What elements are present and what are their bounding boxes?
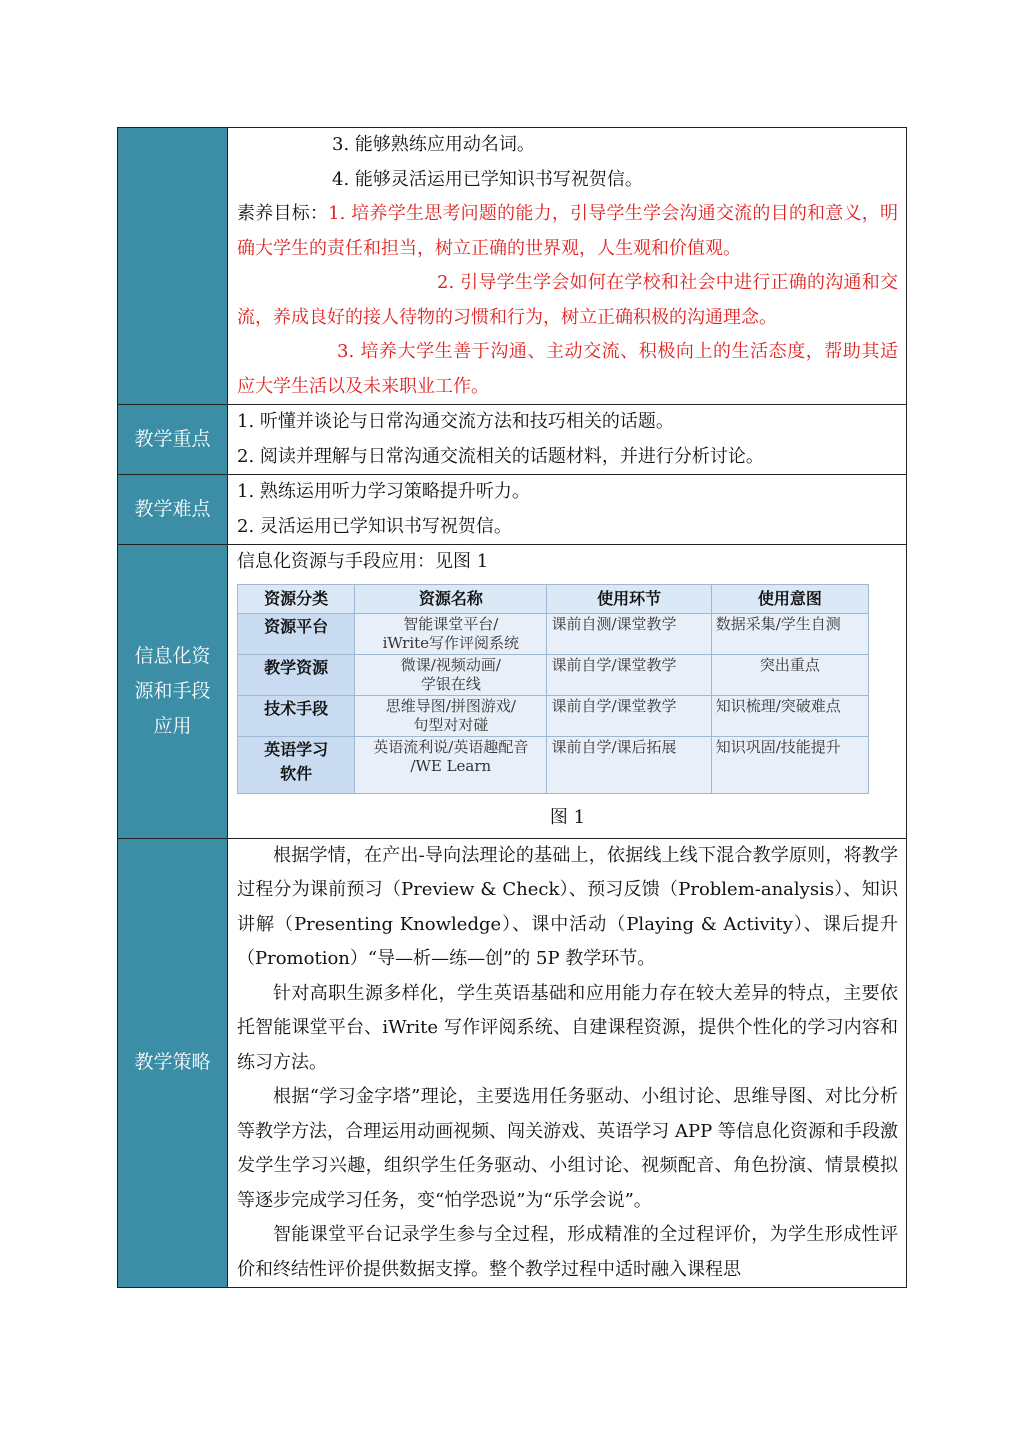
strategy-paragraph: 智能课堂平台记录学生参与全过程，形成精准的全过程评价，为学生形成性评价和终结性评价提供数据支撑。整个教学过程中适时融入课程思 xyxy=(237,1224,898,1280)
name-line: iWrite写作评阅系统 xyxy=(382,633,520,652)
resource-table-header xyxy=(238,584,869,613)
strategy-paragraph: 根据学情，在产出-导向法理论的基础上，依据线上线下混合教学原则，将教学过程分为课前预习（Preview & Check）、预习反馈（Problem-analysis）、知识讲解（Presenting Knowledge）、课中活动（Playing & Activity）、课后提升（Promotion）“导—析—练—创”的 5P 教学环节。 xyxy=(237,844,898,969)
key-point-item: 1. 听懂并谈论与日常沟通交流方法和技巧相关的话题。 xyxy=(237,411,674,432)
strategy-paragraph: 根据“学习金字塔”理论，主要选用任务驱动、小组讨论、思维导图、对比分析等教学方法，合理运用动画视频、闯关游戏、英语学习 APP 等信息化资源和手段激发学生学习兴趣，组织学生任务驱动、小组讨论、视频配音、角色扮演、情景模拟等逐步完成学习任务，变“怕学恐说”为“乐学会说”。 xyxy=(237,1086,898,1211)
literacy-goal-1 xyxy=(237,197,898,266)
row-stage: 课前自学/课后拓展 xyxy=(547,736,711,793)
row-purpose: 知识梳理/突破难点 xyxy=(711,695,868,736)
name-line: /WE Learn xyxy=(410,756,492,775)
goal-item: 4. 能够灵活运用已学知识书写祝贺信。 xyxy=(332,168,643,190)
key-point-item: 2. 阅读并理解与日常沟通交流相关的话题材料，并进行分析讨论。 xyxy=(237,445,764,467)
resources-label-line: 源和手段 xyxy=(134,679,211,702)
key-points-content xyxy=(228,405,906,474)
difficulty-item: 1. 熟练运用听力学习策略提升听力。 xyxy=(237,481,530,502)
literacy-prefix: 素养目标： xyxy=(237,203,329,224)
row-stage: 课前自学/课堂教学 xyxy=(547,654,711,695)
resources-intro: 信息化资源与手段应用：见图 1 xyxy=(237,551,489,572)
header-purpose: 使用意图 xyxy=(711,584,868,613)
name-line: 思维导图/拼图游戏/ xyxy=(385,696,516,715)
lesson-plan-table xyxy=(117,127,907,1288)
row-category: 技术手段 xyxy=(238,695,355,736)
name-line: 学银在线 xyxy=(420,674,481,693)
row-category: 资源平台 xyxy=(238,613,355,654)
name-line: 句型对对碰 xyxy=(413,715,489,734)
header-stage: 使用环节 xyxy=(547,584,711,613)
row-purpose: 突出重点 xyxy=(711,654,868,695)
difficulty-item: 2. 灵活运用已学知识书写祝贺信。 xyxy=(237,515,512,537)
literacy-goal-3 xyxy=(237,335,898,404)
category-line: 英语学习 xyxy=(264,739,329,759)
literacy-goal-2 xyxy=(237,266,898,335)
objectives-label-cell xyxy=(118,128,228,404)
row-names xyxy=(355,695,547,736)
name-line: 微课/视频动画/ xyxy=(400,655,501,674)
header-name: 资源名称 xyxy=(355,584,547,613)
goal-item: 3. 能够熟练应用动名词。 xyxy=(332,134,535,155)
resources-label-line: 信息化资 xyxy=(134,644,211,667)
literacy-item-1: 1. 培养学生思考问题的能力，引导学生学会沟通交流的目的和意义，明确大学生的责任和担当，树立正确的世界观，人生观和价值观。 xyxy=(237,203,898,259)
difficulties-row xyxy=(118,474,906,544)
name-line: 智能课堂平台/ xyxy=(403,614,499,633)
row-category xyxy=(238,736,355,793)
difficulties-content xyxy=(228,475,906,544)
row-names xyxy=(355,736,547,793)
row-names xyxy=(355,654,547,695)
objectives-row xyxy=(118,128,906,404)
header-category: 资源分类 xyxy=(238,584,355,613)
strategy-label: 教学策略 xyxy=(118,839,228,1288)
strategy-row xyxy=(118,838,906,1288)
table-row xyxy=(238,613,869,654)
strategy-content xyxy=(228,839,906,1288)
category-line: 软件 xyxy=(280,763,313,783)
row-stage: 课前自测/课堂教学 xyxy=(547,613,711,654)
row-category: 教学资源 xyxy=(238,654,355,695)
row-purpose: 知识巩固/技能提升 xyxy=(711,736,868,793)
literacy-item-2: 2. 引导学生学会如何在学校和社会中进行正确的沟通和交流，养成良好的接人待物的习惯和行为，树立正确积极的沟通理念。 xyxy=(237,272,898,328)
row-stage: 课前自学/课堂教学 xyxy=(547,695,711,736)
difficulties-label: 教学难点 xyxy=(118,475,228,544)
row-names xyxy=(355,613,547,654)
strategy-paragraph: 针对高职生源多样化，学生英语基础和应用能力存在较大差异的特点，主要依托智能课堂平台、iWrite 写作评阅系统、自建课程资源，提供个性化的学习内容和练习方法。 xyxy=(237,982,898,1073)
resources-content xyxy=(228,545,906,838)
key-points-row xyxy=(118,404,906,474)
resource-table xyxy=(237,584,869,794)
literacy-item-3: 3. 培养大学生善于沟通、主动交流、积极向上的生活态度，帮助其适应大学生活以及未来职业工作。 xyxy=(237,341,898,397)
resources-row xyxy=(118,544,906,838)
name-line: 英语流利说/英语趣配音 xyxy=(373,737,529,756)
key-points-label: 教学重点 xyxy=(118,405,228,474)
table-row xyxy=(238,654,869,695)
row-purpose: 数据采集/学生自测 xyxy=(711,613,868,654)
figure-caption: 图 1 xyxy=(549,806,586,828)
resources-label xyxy=(118,545,228,838)
resources-label-line: 应用 xyxy=(153,714,192,737)
objectives-content xyxy=(228,128,906,404)
table-row xyxy=(238,736,869,793)
table-row xyxy=(238,695,869,736)
